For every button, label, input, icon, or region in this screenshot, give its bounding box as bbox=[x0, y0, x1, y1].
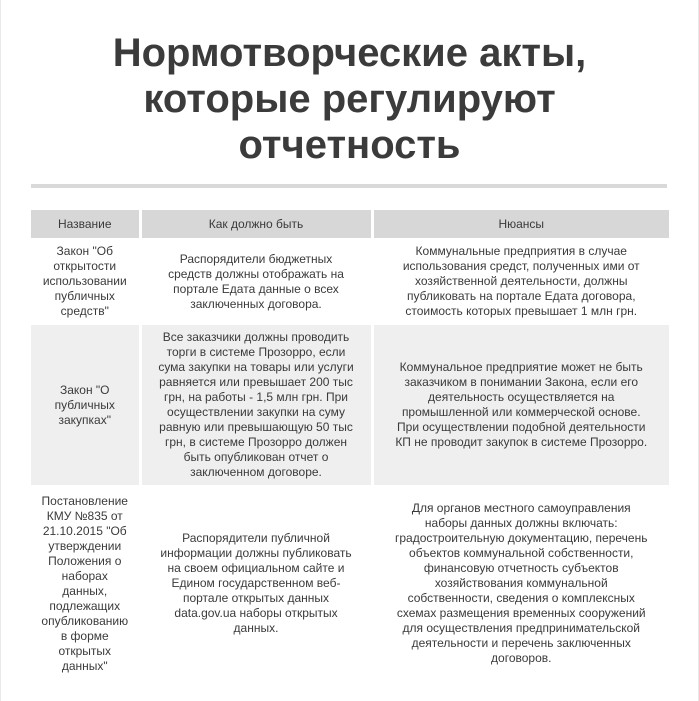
should-text: Распорядители публичной информации должны публиковать на своем официальном сайте и Едином государственном веб- портале открытых данных data.gov.ua наборы открытых данных. bbox=[160, 531, 352, 635]
cell-nuances bbox=[372, 238, 669, 325]
cell-nuances bbox=[372, 325, 669, 485]
cell-act-name bbox=[31, 485, 140, 682]
acts-table bbox=[31, 210, 669, 682]
title-line-3: отчетность bbox=[238, 123, 461, 167]
cell-should bbox=[140, 325, 372, 485]
act-name-text: Закон "Об открытости использовании публичных средств" bbox=[42, 244, 127, 318]
cell-should bbox=[140, 485, 372, 682]
table-header-row bbox=[31, 210, 669, 238]
cell-nuances bbox=[372, 485, 669, 682]
cell-act-name bbox=[31, 238, 140, 325]
table-row bbox=[31, 485, 669, 682]
page-title bbox=[1, 0, 698, 168]
title-line-1: Нормотворческие акты, bbox=[112, 31, 587, 75]
title-line-2: которые регулируют bbox=[143, 77, 556, 121]
table-row bbox=[31, 325, 669, 485]
cell-act-name bbox=[31, 325, 140, 485]
column-header-nuances: Нюансы bbox=[372, 210, 669, 238]
nuances-text: Для органов местного самоуправления наборы данных должны включать: градостроительную документацию, перечень объектов коммунальной собственности, финансовую отчетность субъектов хозяйствования коммунальной собственности, сведения о комплексных схемах размещения временных сооружений для осуществления предпринимательской деятельности и перечень заключенных договоров. bbox=[395, 501, 648, 665]
act-name-text: Постановление КМУ №835 от 21.10.2015 "Об утверждении Положения о наборах данных, подлежащих опубликованию в форме открытых данных" bbox=[41, 493, 129, 673]
nuances-text: Коммунальное предприятие может не быть заказчиком в понимании Закона, если его деятельность осуществляется на промышленной или коммерческой основе. При осуществлении подобной деятельности КП не проводит закупок в системе Прозорро. bbox=[395, 360, 648, 449]
should-text: Все заказчики должны проводить торги в системе Прозорро, если сума закупки на товары или услуги равняется или превышает 200 тыс грн, на работы - 1,5 млн грн. При осуществлении закупки на суму равную или превышающую 50 тыс грн, в системе Прозорро должен быть опубликован отчет о заключенном договоре. bbox=[158, 330, 354, 479]
should-text: Распорядители бюджетных средств должны отображать на портале Едата данные о всех заключенных договора. bbox=[168, 251, 344, 311]
nuances-text: Коммунальные предприятия в случае использования средст, полученных ими от хозяйственной деятельности, должны публиковать на портале Едата договора, стоимость которых превышает 1 млн грн. bbox=[402, 244, 640, 318]
table-row bbox=[31, 238, 669, 325]
cell-should bbox=[140, 238, 372, 325]
column-header-name: Название bbox=[31, 210, 140, 238]
title-divider bbox=[31, 184, 667, 188]
column-header-should: Как должно быть bbox=[140, 210, 372, 238]
act-name-text: Закон "О публичных закупках" bbox=[54, 382, 115, 427]
